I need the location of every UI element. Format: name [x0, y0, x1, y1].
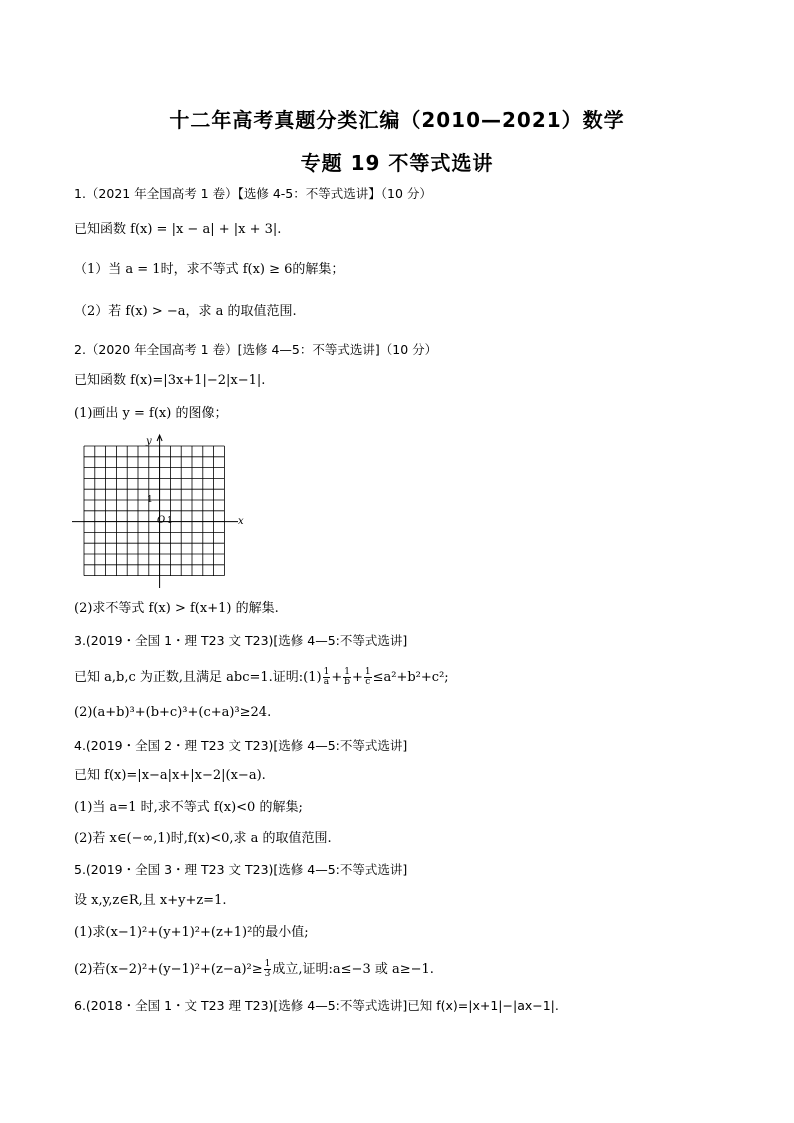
x-tick-label: 1 [167, 516, 173, 526]
q3-frac-a [323, 668, 331, 687]
q1-part2: （2）若 f(x) > −a，求 a 的取值范围. [74, 304, 297, 319]
q2-heading: 2.（2020 年全国高考 1 卷）[选修 4—5：不等式选讲]（10 分） [74, 342, 438, 357]
q5-part2-prefix: (2)若(x−2)²+(y−1)²+(z−a)²≥ [74, 962, 263, 977]
y-axis-label: y [146, 436, 152, 447]
q4-stem: 已知 f(x)=|x−a|x+|x−2|(x−a). [74, 768, 266, 783]
q3-stem-suffix: ≤a²+b²+c²; [372, 670, 449, 685]
coordinate-grid [70, 432, 250, 592]
q5-frac [264, 960, 272, 979]
y-tick-label: 1 [147, 495, 153, 505]
document-title: 十二年高考真题分类汇编（2010—2021）数学 [169, 108, 625, 132]
q3-frac-b-num: 1 [344, 667, 350, 677]
q3-plus-1: + [331, 670, 343, 685]
q2-stem: 已知函数 f(x)=|3x+1|−2|x−1|. [74, 373, 266, 388]
q2-part2: (2)求不等式 f(x) > f(x+1) 的解集. [74, 601, 279, 616]
topic-title: 专题 19 不等式选讲 [300, 151, 494, 175]
q5-part2-suffix: 成立,证明:a≤−3 或 a≥−1. [272, 962, 434, 977]
q2-part1: (1)画出 y = f(x) 的图像； [74, 406, 228, 421]
q3-frac-a-den: a [323, 677, 330, 687]
q3-frac-c [364, 668, 372, 687]
q1-part1: （1）当 a = 1时，求不等式 f(x) ≥ 6的解集； [74, 262, 345, 277]
x-axis-label: x [238, 516, 244, 527]
q5-stem: 设 x,y,z∈R,且 x+y+z=1. [74, 893, 227, 908]
q1-heading: 1.（2021 年全国高考 1 卷）【选修 4-5：不等式选讲】（10 分） [74, 186, 432, 201]
q3-frac-a-num: 1 [323, 667, 330, 677]
q5-frac-den: 3 [264, 969, 271, 979]
q3-heading: 3.(2019・全国 1・理 T23 文 T23)[选修 4—5:不等式选讲] [74, 633, 408, 648]
q5-part2 [74, 960, 434, 979]
q4-part1: (1)当 a=1 时,求不等式 f(x)<0 的解集; [74, 800, 303, 815]
q3-frac-c-num: 1 [364, 667, 371, 677]
q4-part2: (2)若 x∈(−∞,1)时,f(x)<0,求 a 的取值范围. [74, 831, 332, 846]
q5-frac-num: 1 [264, 959, 271, 969]
q3-stem-prefix: 已知 a,b,c 为正数,且满足 abc=1.证明:(1) [74, 670, 322, 685]
q3-frac-c-den: c [365, 677, 371, 687]
q6-heading: 6.(2018・全国 1・文 T23 理 T23)[选修 4—5:不等式选讲]已知 f(x)=|x+1|−|ax−1|. [74, 998, 559, 1013]
q3-frac-b [343, 668, 351, 687]
q3-stem [74, 668, 449, 687]
origin-label: O [157, 515, 166, 526]
q5-heading: 5.(2019・全国 3・理 T23 文 T23)[选修 4—5:不等式选讲] [74, 862, 408, 877]
q3-part2: (2)(a+b)³+(b+c)³+(c+a)³≥24. [74, 705, 272, 720]
q3-frac-b-den: b [344, 677, 350, 687]
q5-part1: (1)求(x−1)²+(y+1)²+(z+1)²的最小值; [74, 925, 309, 940]
q4-heading: 4.(2019・全国 2・理 T23 文 T23)[选修 4—5:不等式选讲] [74, 738, 408, 753]
q3-plus-2: + [351, 670, 363, 685]
q1-stem: 已知函数 f(x) = |x − a| + |x + 3|. [74, 222, 282, 237]
